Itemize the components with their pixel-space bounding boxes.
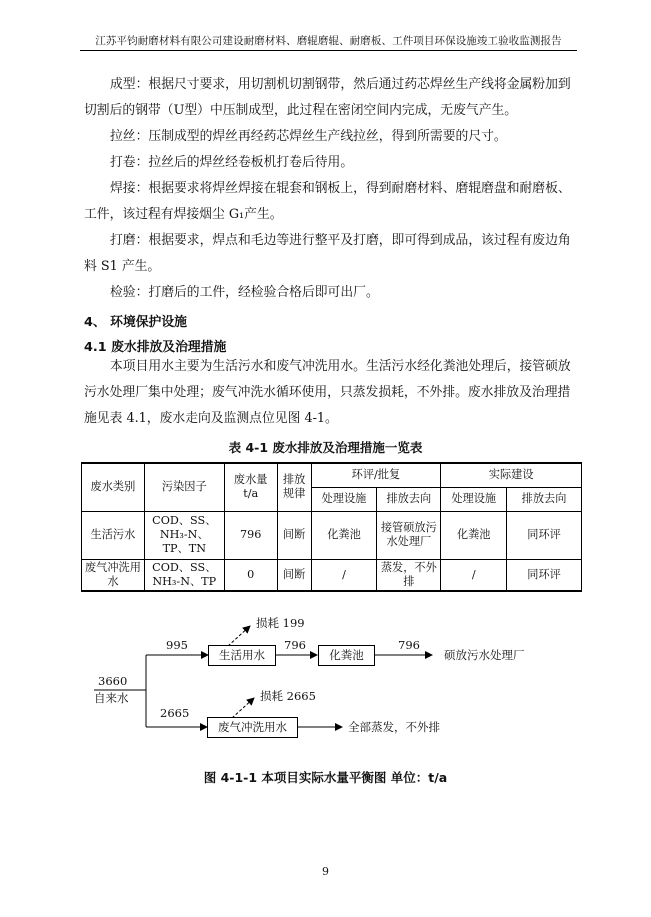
cell-actual-destination: 同环评 [507,559,582,591]
destination-evaporation: 全部蒸发，不外排 [348,720,440,734]
header-actual-destination: 排放去向 [507,487,582,511]
section-heading-4: 4、 环境保护设施 [84,315,187,330]
wastewater-table [81,462,582,592]
paragraph-coiling: 打卷：拉丝后的焊丝经卷板机打卷后待用。 [110,155,354,170]
cell-type: 生活污水 [82,511,145,559]
source-value: 3660 [98,674,128,688]
cell-amount: 0 [224,559,277,591]
section-heading-4-1: 4.1 废水排放及治理措施 [84,340,227,355]
header-actual: 实际建设 [441,463,582,487]
box-wash-water: 废气冲洗用水 [207,717,298,738]
flow-value-1: 796 [284,638,306,652]
page-header: 江苏平钧耐磨材料有限公司建设耐磨材料、磨辊磨辊、耐磨板、工件项目环保设施竣工验收监测报告 [95,35,562,47]
paragraph-forming: 成型：根据尺寸要求，用切割机切割钢带，然后通过药芯焊丝生产线将金属粉加到切割后的钢带（U型）中压制成型，此过程在密闭空间内完成，无废气产生。 [84,77,571,118]
cell-pollutants: COD、SS、NH₃-N、TP、TN [144,511,224,559]
source-label: 自来水 [94,691,129,705]
header-pattern: 排放规律 [277,463,311,511]
cell-eia-facility: 化粪池 [311,511,377,559]
cell-pollutants: COD、SS、NH₃-N、TP [144,559,224,591]
paragraph-4-1: 本项目用水主要为生活污水和废气冲洗用水。生活污水经化粪池处理后，接管硕放污水处理厂集中处理；废气冲洗水循环使用，只蒸发损耗，不外排。废水排放及治理措施见表 4.1，废水走向及监测点位见图 4-1。 [84,359,571,426]
page-number: 9 [322,865,329,878]
branch2-value: 2665 [160,706,190,720]
cell-eia-facility: / [311,559,377,591]
table-header-row [82,463,582,487]
loss2-label: 损耗 2665 [260,689,316,703]
cell-pattern: 间断 [277,559,311,591]
diagram-connectors [80,600,580,760]
branch1-value: 995 [166,638,188,652]
paragraph-grinding: 打磨：根据要求，焊点和毛边等进行整平及打磨，即可得到成品，该过程有废边角料 S1 产生。 [84,233,571,274]
flow-value-2: 796 [398,638,420,652]
loss2-arrow [232,698,254,718]
destination-plant: 硕放污水处理厂 [444,648,525,662]
cell-pattern: 间断 [277,511,311,559]
header-amount: 废水量 t/a [224,463,277,511]
cell-eia-destination: 蒸发，不外排 [377,559,441,591]
loss1-label: 损耗 199 [256,616,305,630]
cell-amount: 796 [224,511,277,559]
box-domestic-water: 生活用水 [208,645,276,666]
table-caption: 表 4-1 废水排放及治理措施一览表 [228,440,423,455]
cell-actual-facility: / [441,559,507,591]
paragraph-inspection: 检验：打磨后的工件，经检验合格后即可出厂。 [110,285,379,300]
figure-caption: 图 4-1-1 本项目实际水量平衡图 单位：t/a [203,770,448,785]
paragraph-drawing: 拉丝：压制成型的焊丝再经药芯焊丝生产线拉丝，得到所需要的尺寸。 [110,129,507,144]
cell-type: 废气冲洗用水 [82,559,145,591]
header-pollutants: 污染因子 [144,463,224,511]
header-rule [80,50,577,51]
paragraph-welding: 焊接：根据要求将焊丝焊接在辊套和钢板上，得到耐磨材料、磨辊磨盘和耐磨板、工件，该过程有焊接烟尘 G₁产生。 [84,181,571,222]
table-row [82,559,582,591]
header-type: 废水类别 [82,463,145,511]
cell-actual-facility: 化粪池 [441,511,507,559]
table-row [82,511,582,559]
header-actual-facility: 处理设施 [441,487,507,511]
cell-actual-destination: 同环评 [507,511,582,559]
water-balance-diagram [80,600,580,760]
header-eia-destination: 排放去向 [377,487,441,511]
header-eia: 环评/批复 [311,463,441,487]
box-septic-tank: 化粪池 [318,645,375,666]
header-eia-facility: 处理设施 [311,487,377,511]
cell-eia-destination: 接管硕放污水处理厂 [377,511,441,559]
loss1-arrow [228,626,250,646]
